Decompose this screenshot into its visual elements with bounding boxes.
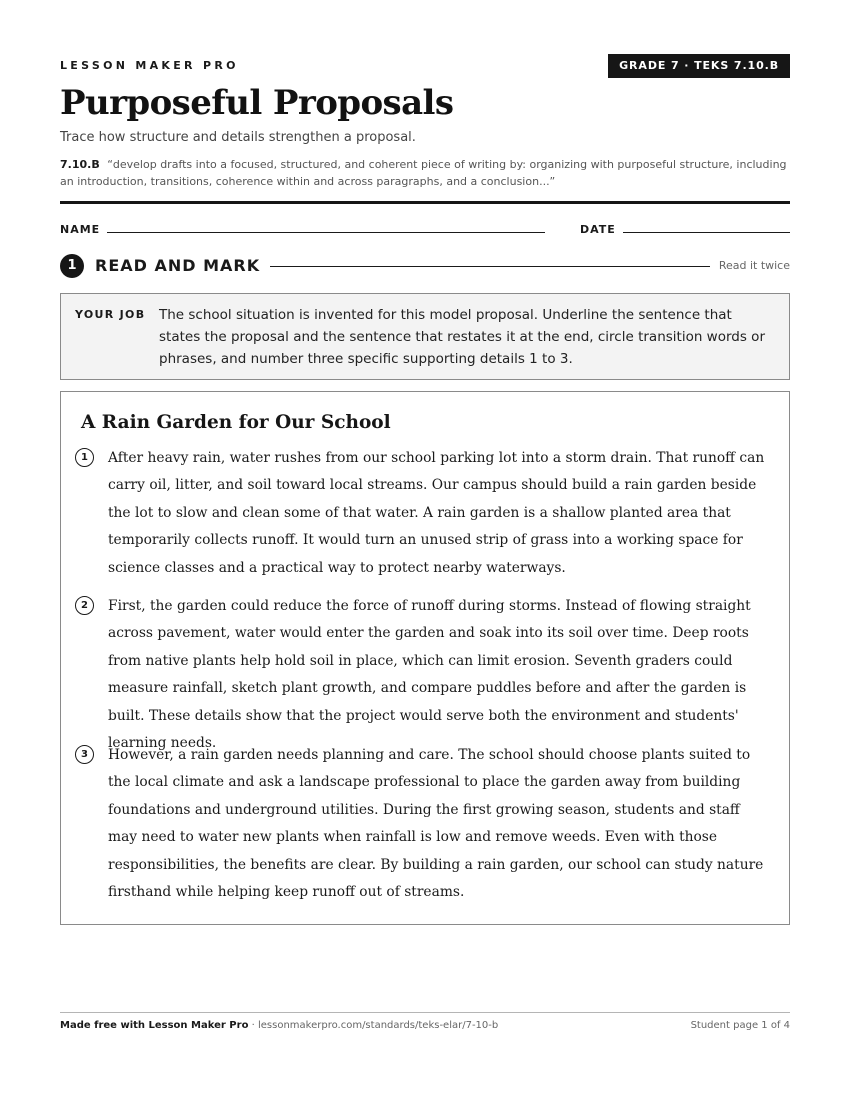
standard-description [60,156,790,190]
footer-made-with: Made free with Lesson Maker Pro [60,1020,249,1031]
section-note: Read it twice [718,259,790,272]
date-field[interactable] [623,232,790,233]
instructions-text: The school situation is invented for this model proposal. Underline the sentence that states the proposal and the sentence that restates it at the end, circle transition words or phrases, and number three specific supporting details 1 to 3. [159,307,765,367]
name-label: NAME [60,223,101,236]
page-title: Purposeful Proposals [60,83,454,123]
standard-code: 7.10.B [60,158,100,171]
page-subtitle: Trace how structure and details strengthen a proposal. [60,130,416,145]
passage-title: A Rain Garden for Our School [81,412,391,433]
footer-url[interactable]: · lessonmakerpro.com/standards/teks-elar/7-10-b [248,1020,499,1031]
standard-text: “develop drafts into a focused, structured, and coherent piece of writing by: organizing with purposeful structure, including an introduction, transitions, coherence within and across paragraphs, and a conclusion...” [60,158,787,188]
passage-box [60,391,790,925]
header-divider [60,201,790,204]
section-title: READ AND MARK [95,256,261,275]
paragraph-number-3: 3 [75,745,94,764]
name-field[interactable] [107,232,545,233]
instructions-box [60,293,790,380]
paragraph-number-1: 1 [75,448,94,467]
section-number-badge: 1 [60,254,84,278]
page-indicator: Student page 1 of 4 [690,1020,790,1031]
footer-credit [60,1020,498,1031]
worksheet-page [60,0,790,1100]
instructions-label: YOUR JOB [75,308,146,321]
paragraph-2: First, the garden could reduce the force of runoff during storms. Instead of flowing straight across pavement, water would enter the garden and soak into its soil over time. Deep roots from native plants help hold soil in place, which can limit erosion. Seventh graders could measure rainfall, sketch plant growth, and compare puddles before and after the garden is built. These details show that the project would serve both the environment and students' learning needs. [108,598,751,752]
paragraph-number-2: 2 [75,596,94,615]
date-label: DATE [580,223,616,236]
paragraph-3: However, a rain garden needs planning and care. The school should choose plants suited to the local climate and ask a landscape professional to place the garden away from building foundations and underground utilities. During the first growing season, students and staff may need to water new plants when rainfall is low and remove weeds. Even with those responsibilities, the benefits are clear. By building a rain garden, our school can study nature firsthand while helping keep runoff out of streams. [108,747,764,901]
footer-divider [60,1012,790,1013]
brand-name: LESSON MAKER PRO [60,59,239,72]
grade-badge: GRADE 7 · TEKS 7.10.B [608,54,790,78]
section-rule [270,266,710,267]
paragraph-1: After heavy rain, water rushes from our school parking lot into a storm drain. That runoff can carry oil, litter, and soil toward local streams. Our campus should build a rain garden beside the lot to slow and clean some of that water. A rain garden is a shallow planted area that temporarily collects runoff. It would turn an unused strip of grass into a working space for science classes and a practical way to protect nearby waterways. [108,450,765,576]
